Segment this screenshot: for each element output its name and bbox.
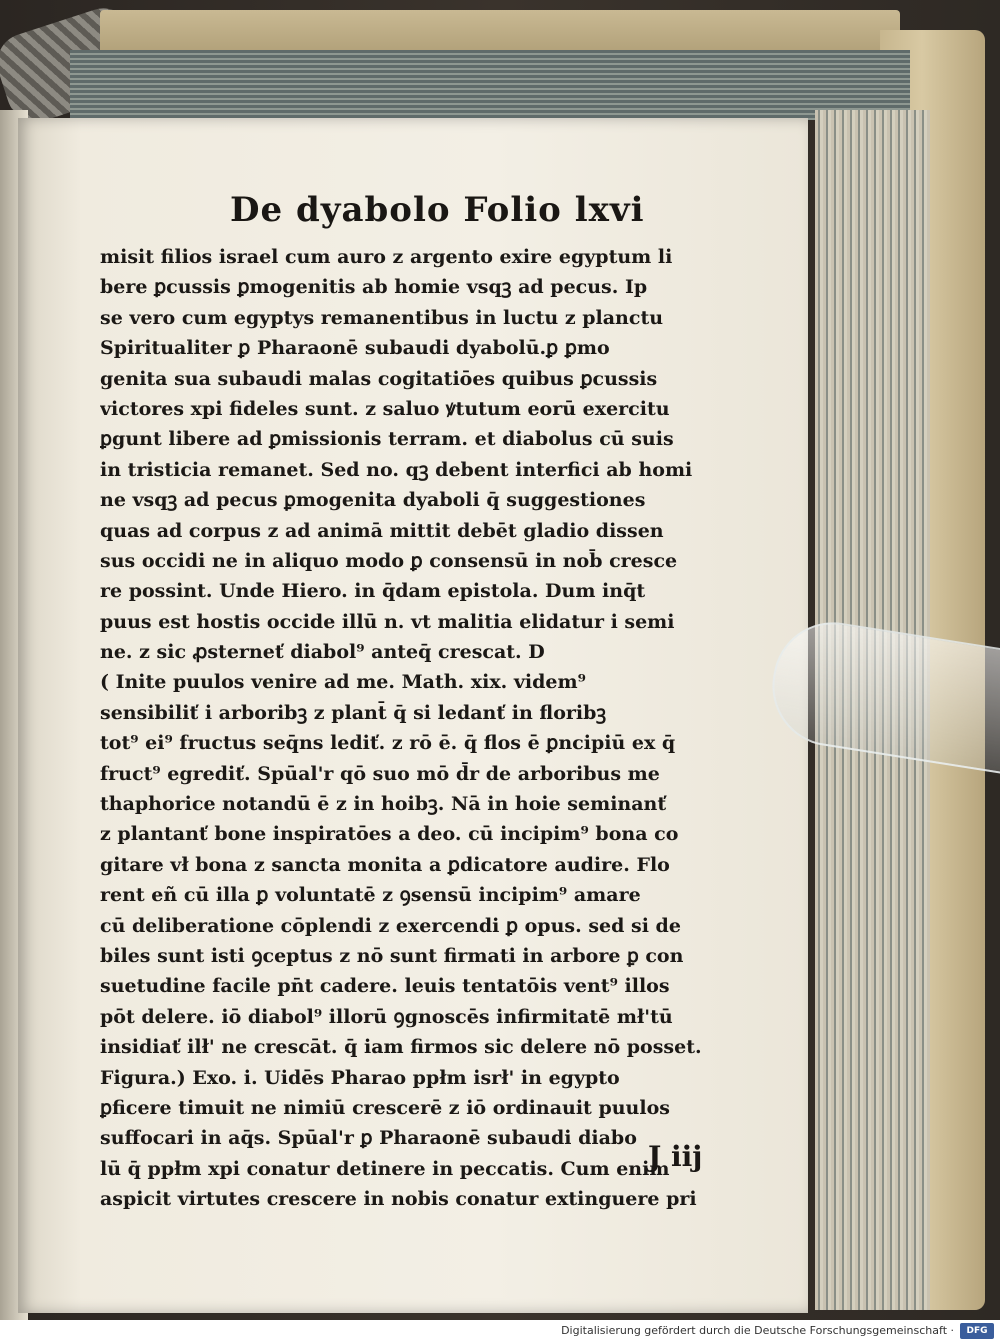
text-line: re possint. Unde Hiero. in q̄dam epistola. Dum inq̄t xyxy=(100,580,646,603)
text-block xyxy=(100,242,710,1215)
footer-credit: Digitalisierung gefördert durch die Deutsche Forschungsgemeinschaft · xyxy=(561,1324,954,1337)
text-line: suetudine facile pn̄t cadere. leuis tentatōis vent⁹ illos xyxy=(100,975,670,998)
page-stack-top xyxy=(70,50,910,120)
text-line: ( Inite puulos venire ad me. Math. xix. videm⁹ xyxy=(100,671,586,694)
text-line: victores xpi fideles sunt. z saluo ꝟtutum eorū exercitu xyxy=(100,397,670,420)
text-line: Spiritualiter ꝑ Pharaonē subaudi dyabolū.ꝑ ꝑmo xyxy=(100,337,610,360)
text-line: misit filios israel cum auro z argento exire egyptum li xyxy=(100,246,673,268)
text-line: sensibiliť i arboribꝫ z plant̄ q̄ si ledanť in floribꝫ xyxy=(100,701,607,724)
text-line: sus occidi ne in aliquo modo ꝑ consensū in nob̄ cresce xyxy=(100,549,678,572)
text-line: z plantanť bone inspiratōes a deo. cū incipim⁹ bona co xyxy=(100,823,679,846)
page-heading: De dyabolo Folio lxvi xyxy=(230,190,645,230)
dfg-logo: DFG xyxy=(960,1323,994,1339)
text-line: ne vsqꝫ ad pecus ꝑmogenita dyaboli q̄ suggestiones xyxy=(100,489,646,512)
text-line: insidiať ilł' ne crescāt. q̄ iam firmos sic delere nō posset. xyxy=(100,1036,702,1059)
text-line: aspicit virtutes crescere in nobis conatur extinguere pri xyxy=(100,1188,697,1211)
text-line: lū q̄ ppłm xpi conatur detinere in peccatis. Cum enim xyxy=(100,1157,670,1180)
text-line: thaphorice notandū ē z in hoibꝫ. Nā in hoie seminanť xyxy=(100,793,667,816)
text-line: tot⁹ ei⁹ fructus seq̄ns lediť. z rō ē. q̄ flos ē ꝑncipiū ex q̄ xyxy=(100,732,676,755)
text-line: ne. z sic ꝓsterneť diabol⁹ anteq̄ crescat. D xyxy=(100,641,545,664)
text-line: fruct⁹ egrediť. Spūal'r qō suo mō d̄r de arboribus me xyxy=(100,762,660,785)
text-line: se vero cum egyptys remanentibus in luctu z planctu xyxy=(100,306,664,329)
text-line: in tristicia remanet. Sed no. qꝫ debent interfici ab homi xyxy=(100,458,693,481)
text-line: cū deliberatione cōplendi z exercendi ꝑ opus. sed si de xyxy=(100,914,681,937)
footer-bar xyxy=(0,1320,1000,1344)
text-line: ꝑgunt libere ad ꝑmissionis terram. et diabolus cū suis xyxy=(100,428,674,451)
text-line: bere ꝑcussis ꝑmogenitis ab homie vsqꝫ ad pecus. Ip xyxy=(100,276,648,299)
text-line: Figura.) Exo. i. Uidēs Pharao ppłm isrł' in egypto xyxy=(100,1066,620,1089)
text-line: suffocari in aq̄s. Spūal'r ꝑ Pharaonē subaudi diabo xyxy=(100,1127,637,1150)
text-line: genita sua subaudi malas cogitatiōes quibus ꝑcussis xyxy=(100,367,658,390)
text-line: biles sunt isti ꝯceptus z nō sunt firmati in arbore ꝑ con xyxy=(100,944,684,967)
text-line: pōt delere. iō diabol⁹ illorū ꝯgnoscēs infirmitatē mł'tū xyxy=(100,1005,673,1028)
text-line: puus est hostis occide illū n. vt malitia elidatur i semi xyxy=(100,610,675,633)
signature-mark: J iij xyxy=(648,1140,703,1173)
text-line: gitare vł bona z sancta monita a ꝑdicatore audire. Flo xyxy=(100,853,670,876)
text-line: quas ad corpus z ad animā mittit debēt gladio dissen xyxy=(100,519,664,542)
text-line: rent eñ cū illa ꝑ voluntatē z ꝯsensū incipim⁹ amare xyxy=(100,884,641,907)
text-line: ꝑficere timuit ne nimiū crescerē z iō ordinauit puulos xyxy=(100,1096,670,1119)
